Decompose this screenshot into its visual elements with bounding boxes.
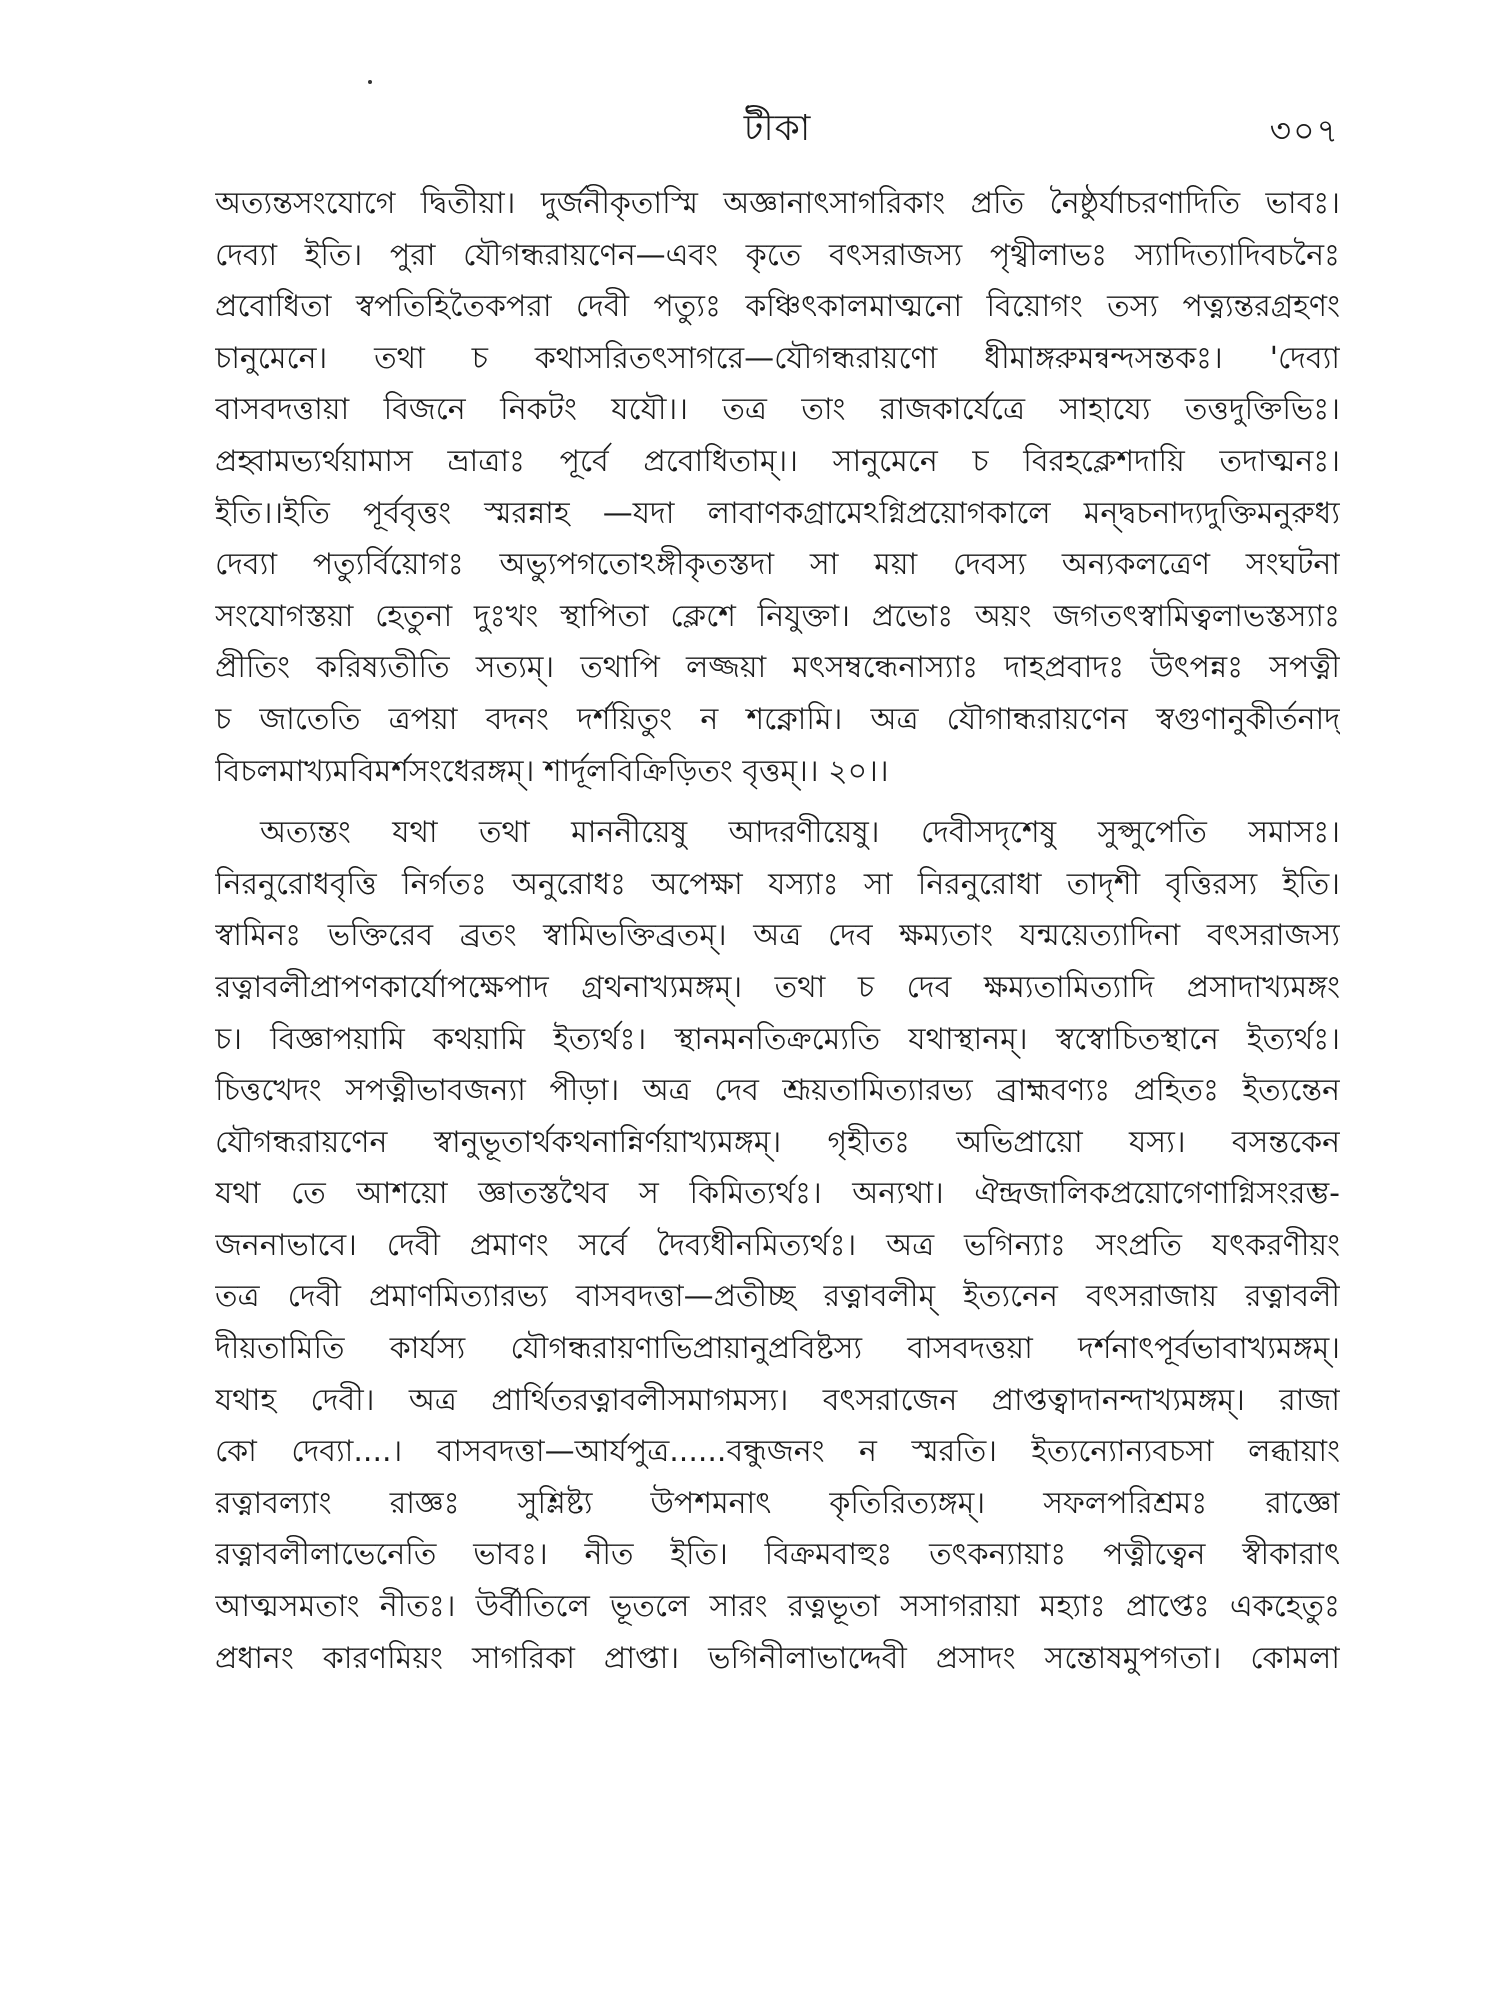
text-line: চানুমেনে। তথা চ কথাসরিতৎসাগরে—যৌগন্ধরায়ণো ধীমাঙ্গরুমন্বন্দসন্তকঃ। 'দেব্যা: [215, 340, 1340, 376]
text-line: অত্যন্তং যথা তথা মাননীয়েষু আদরণীয়েষু। দেবীসদৃশেষু সুপ্সুপেতি সমাসঃ।: [260, 815, 1340, 851]
text-line: কো দেব্যা....। বাসবদত্তা—আর্যপুত্র......বন্ধুজনং ন স্মরতি। ইত্যন্যোন্যবচসা লব্ধায়াং: [215, 1434, 1340, 1470]
text-line: যৌগন্ধরায়ণেন স্বানুভূতার্থকথনান্নির্ণয়াখ্যমঙ্গম্। গৃহীতঃ অভিপ্রায়ো যস্য। বসন্তকেন: [215, 1124, 1340, 1160]
text-line: প্রধানং কারণমিয়ং সাগরিকা প্রাপ্তা। ভগিনীলাভাদ্দেবী প্রসাদং সম্তোষমুপগতা। কোমলা: [215, 1640, 1340, 1676]
text-line: নিরনুরোধবৃত্তি নির্গতঃ অনুরোধঃ অপেক্ষা যস্যাঃ সা নিরনুরোধা তাদৃশী বৃত্তিরস্য ইতি।: [215, 866, 1340, 902]
text-line: অত্যন্তসংযোগে দ্বিতীয়া। দুর্জনীকৃতাস্মি অজ্ঞানাৎসাগরিকাং প্রতি নৈষ্ঠুর্যাচরণাদিতি ভাবঃ।: [215, 186, 1340, 221]
paragraph-2: [215, 807, 1340, 1684]
text-line: বাসবদত্তায়া বিজনে নিকটং যযৌ।। তত্র তাং রাজকার্যেত্রে সাহায্যে তত্তদুক্তিভিঃ।: [215, 392, 1340, 428]
text-line: দীয়তামিতি কার্যস্য যৌগন্ধরায়ণাভিপ্রায়ানুপ্রবিষ্টস্য বাসবদত্তয়া দর্শনাৎপূর্বভাবাখ্যমঙ্গম্।: [215, 1331, 1340, 1367]
text-line: চ। বিজ্ঞাপয়ামি কথয়ামি ইত্যর্থঃ। স্থানমনতিক্রম্যেতি যথাস্থানম্। স্বস্বোচিতস্থানে ইত্যর্থঃ।: [215, 1021, 1340, 1057]
text-line: প্রহ্বামভ্যর্থয়ামাস ভ্রাত্রাঃ পূর্বে প্রবোধিতাম্।। সানুমেনে চ বিরহক্লেশদায়ি তদাত্মনঃ।: [215, 443, 1340, 479]
text-line: আত্মসমতাং নীতঃ। উর্বীতিলে ভূতলে সারং রত্নভূতা সসাগরায়া মহ্যাঃ প্রাপ্তেঃ একহেতুঃ: [215, 1589, 1340, 1625]
text-line: স্বামিনঃ ভক্তিরেব ব্রতং স্বামিভক্তিব্রতম্। অত্র দেব ক্ষম্যতাং যন্ময়েত্যাদিনা বৎসরাজস্য: [215, 918, 1340, 954]
text-line: জননাভাবে। দেবী প্রমাণং সর্বে দৈব্যধীনমিত্যর্থঃ। অত্র ভগিন্যাঃ সংপ্রতি যৎকরণীয়ং: [215, 1227, 1340, 1263]
running-header: [215, 104, 1340, 164]
text-line: সংযোগস্তয়া হেতুনা দুঃখং স্থাপিতা ক্লেশে নিযুক্তা। প্রভোঃ অয়ং জগতৎস্বামিত্বলাভস্তস্যাঃ: [215, 598, 1340, 634]
text-line: চ জাতেতি ত্রপয়া বদনং দর্শয়িতুং ন শক্নোমি। অত্র যৌগান্ধরায়ণেন স্বগুণানুকীর্তনাদ্: [215, 701, 1340, 737]
text-line: যথা তে আশয়ো জ্ঞাতস্তথৈব স কিমিত্যর্থঃ। অন্যথা। ঐন্দ্রজালিকপ্রয়োগেণাগ্নিসংরম্ভ-: [215, 1176, 1340, 1212]
header-title: টীকা: [743, 108, 812, 149]
paragraph-1: [215, 178, 1340, 797]
text-line: দেব্যা পত্যুর্বিয়োগঃ অভ্যুপগতোঽঙ্গীকৃতস্তদা সা ময়া দেবস্য অন্যকলত্রেণ সংঘটনা: [215, 547, 1340, 583]
text-line: ইতি।।ইতি পূর্ববৃত্তং স্মরন্নাহ —যদা লাবাণকগ্রামেঽগ্নিপ্রয়োগকালে মন্দ্বচনাদ্যদুক্তিমনুরুধ্য: [215, 495, 1340, 531]
commentary-text: [215, 178, 1340, 1684]
text-line: রত্নাবলীপ্রাপণকার্যোপক্ষেপাদ গ্রথনাখ্যমঙ্গম্। তথা চ দেব ক্ষম্যতামিত্যাদি প্রসাদাখ্যমঙ্গং: [215, 969, 1340, 1005]
text-line: প্রবোধিতা স্বপতিহিতৈকপরা দেবী পত্যুঃ কঞ্চিৎকালমাত্মনো বিয়োগং তস্য পত্ন্যন্তরগ্রহণং: [215, 289, 1340, 325]
text-line: বিচলমাখ্যমবিমর্শসংধেরঙ্গম্। শার্দূলবিক্রিড়িতং বৃত্তম্।। ২০।।: [215, 753, 889, 789]
text-line: রত্নাবলীলাভেনেতি ভাবঃ। নীত ইতি। বিক্রমবাহুঃ তৎকন্যায়াঃ পত্নীত্বেন স্বীকারাৎ: [215, 1537, 1340, 1573]
text-line: প্রীতিং করিষ্যতীতি সত্যম্। তথাপি লজ্জয়া মৎসম্বন্ধেনাস্যাঃ দাহপ্রবাদঃ উৎপন্নঃ সপত্নী: [215, 650, 1340, 686]
text-line: তত্র দেবী প্রমাণমিত্যারভ্য বাসবদত্তা—প্রতীচ্ছ রত্নাবলীম্ ইত্যনেন বৎসরাজায় রত্নাবলী: [215, 1279, 1340, 1315]
text-line: দেব্যা ইতি। পুরা যৌগন্ধরায়ণেন—এবং কৃতে বৎসরাজস্য পৃথ্বীলাভঃ স্যাদিত্যাদিবচনৈঃ: [215, 237, 1340, 273]
page-number: ৩০৭: [1269, 111, 1340, 150]
text-line: চিত্তখেদং সপত্নীভাবজন্যা পীড়া। অত্র দেব শ্রূয়তামিত্যারভ্য ব্রাহ্মবণ্যঃ প্রহিতঃ ইত্যন্তেন: [215, 1073, 1340, 1109]
text-line: রত্নাবল্যাং রাজ্ঞঃ সুশ্লিষ্ট্য উপশমনাৎ কৃতিরিত্যঙ্গম্। সফলপরিশ্রমঃ রাজ্ঞো: [215, 1485, 1340, 1521]
text-line: যথাহ দেবী। অত্র প্রার্থিতরত্নাবলীসমাগমস্য। বৎসরাজেন প্রাপ্তত্বাদানন্দাখ্যমঙ্গম্। রাজা: [215, 1382, 1340, 1418]
ink-speck: [368, 80, 372, 84]
